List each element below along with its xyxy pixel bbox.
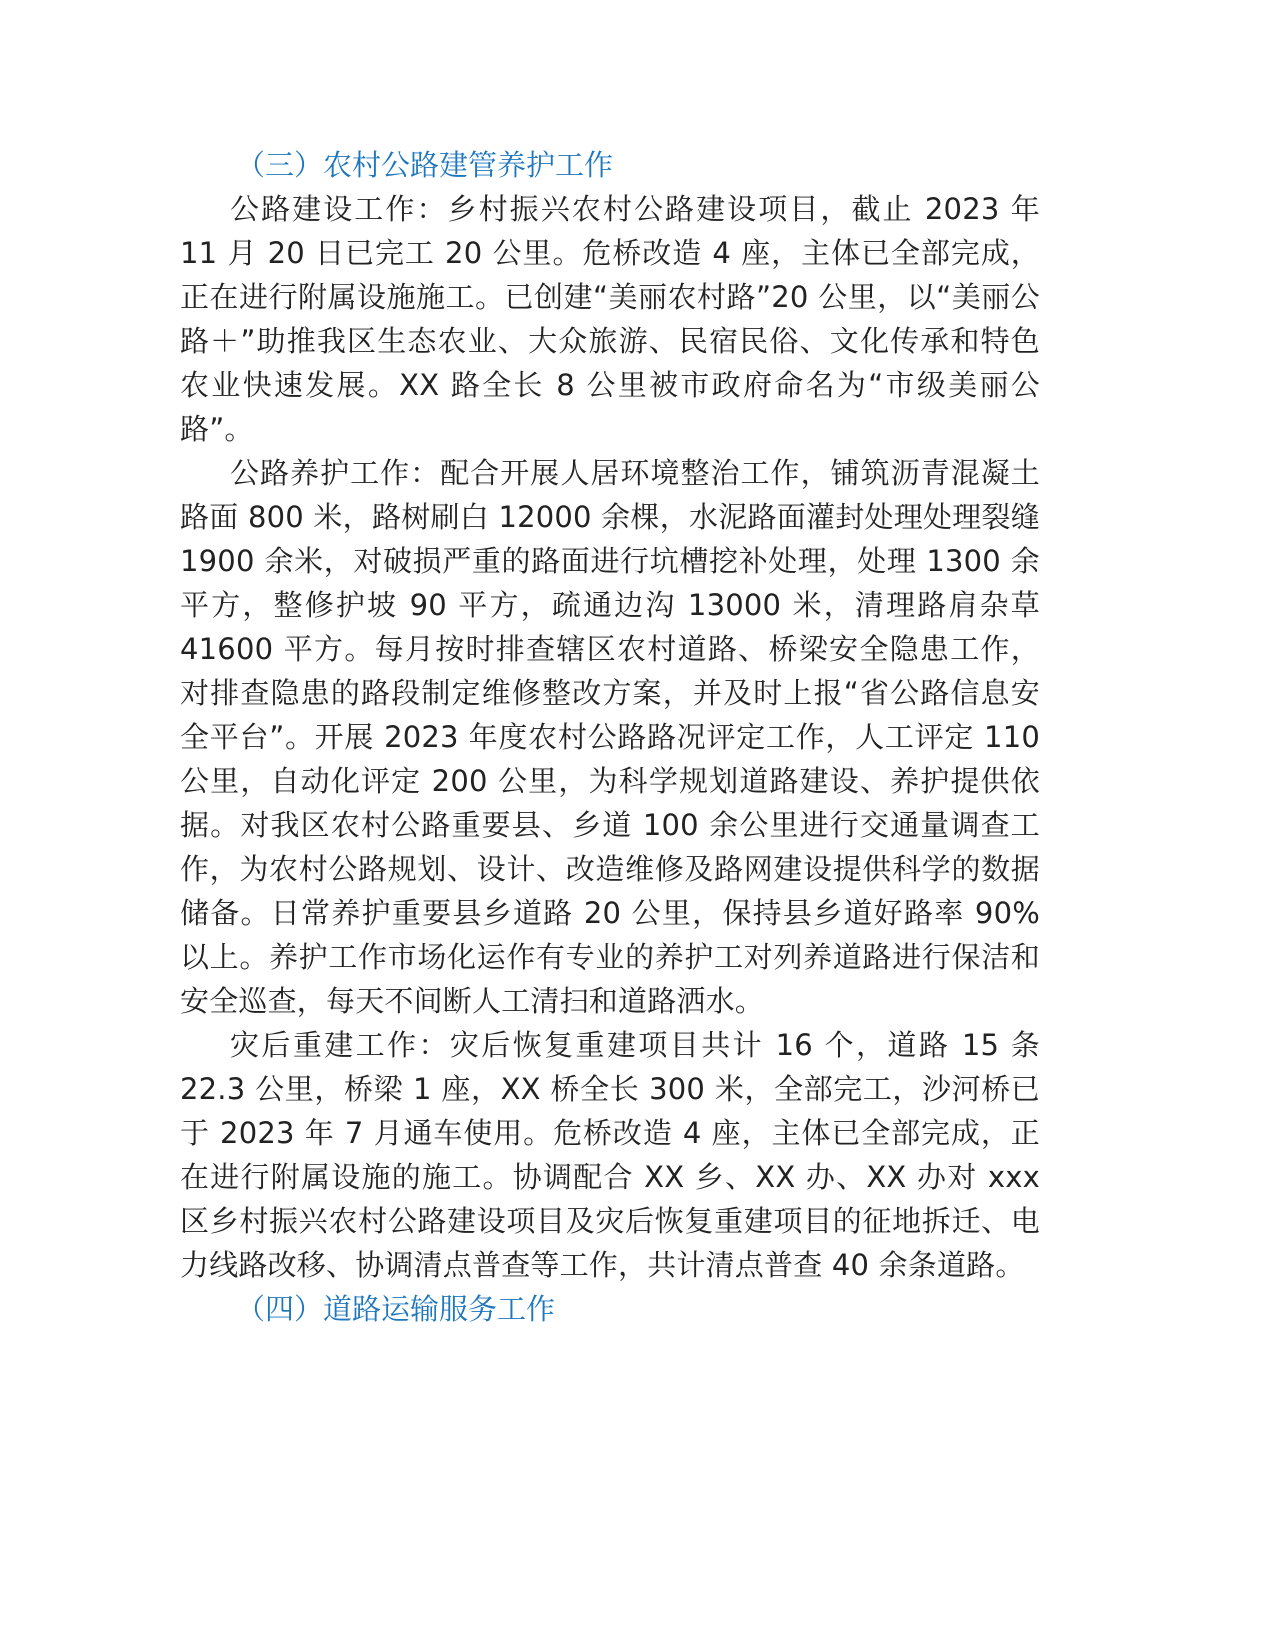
section-heading-4: （四）道路运输服务工作 [236, 1292, 556, 1326]
paragraph-disaster-reconstruction: 灾后重建工作：灾后恢复重建项目共计 16 个，道路 15 条22.3 公里，桥梁 1 座，XX 桥全长 300 米，全部完工，沙河桥已于 2023 年 7 月通车使用。危桥改造 4 座，主体已全部完成，正在进行附属设施的施工。协调配合 XX 乡、XX 办、XX 办对 xxx 区乡村振兴农村公路建设项目及灾后恢复重建项目的征地拆迁、电力线路改移、协调清点普查等工作，共计清点普查 40 余条道路。 [180, 1028, 1040, 1282]
paragraph-road-maintenance: 公路养护工作：配合开展人居环境整治工作，铺筑沥青混凝土路面 800 米，路树刷白 12000 余棵，水泥路面灌封处理处理裂缝 1900 余米，对破损严重的路面进行坑槽挖补处理，处理 1300 余平方，整修护坡 90 平方，疏通边沟 13000 米，清理路肩杂草 41600 平方。每月按时排查辖区农村道路、桥梁安全隐患工作，对排查隐患的路段制定维修整改方案，并及时上报“省公路信息安全平台”。开展 2023 年度农村公路路况评定工作，人工评定 110 公里，自动化评定 200 公里，为科学规划道路建设、养护提供依据。对我区农村公路重要县、乡道 100 余公里进行交通量调查工作，为农村公路规划、设计、改造维修及路网建设提供科学的数据储备。日常养护重要县乡道路 20 公里，保持县乡道好路率 90%以上。养护工作市场化运作有专业的养护工对列养道路进行保洁和安全巡查，每天不间断人工清扫和道路洒水。 [180, 456, 1040, 1018]
section-heading-3: （三）农村公路建管养护工作 [236, 148, 614, 182]
document-page [180, 143, 1040, 1331]
paragraph-road-construction: 公路建设工作：乡村振兴农村公路建设项目，截止 2023 年 11 月 20 日已完工 20 公里。危桥改造 4 座，主体已全部完成，正在进行附属设施施工。已创建“美丽农村路”20 公里，以“美丽公路＋”助推我区生态农业、大众旅游、民宿民俗、文化传承和特色农业快速发展。XX 路全长 8 公里被市政府命名为“市级美丽公路”。 [180, 192, 1040, 446]
